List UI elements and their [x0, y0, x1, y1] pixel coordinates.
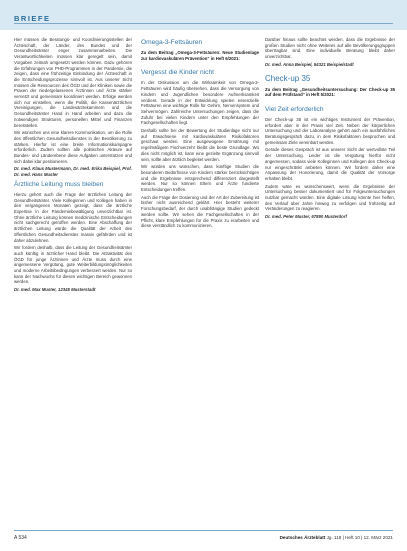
topic-heading: Check-up 35 — [265, 73, 311, 83]
body-paragraph: Wir fordern deshalb, dass die Leitung der Gesundheitsämter auch künftig in ärztlicher Hand bleibt. Die Attraktivität des ÖGD für junge Ärztinnen und Ärzte muss durch eine angemessene Vergütung, gute Weiterbildungsmöglichkeiten und moderne Arbeitsbedingungen verbessert werden. Nur so kann der Nachwuchs für diesen wichtigen Bereich gewonnen werden. — [14, 245, 132, 285]
body-paragraph: Wir wünschen uns eine klarere Kommunikation, um die Rolle des öffentlichen Gesundheitsdienstes in der Bevölkerung zu stärken. Hierfür ist eine breite Informationskampagne erforderlich. Zudem sollten alle politischen Akteure auf Bundes- und Länderebene diese Aufgaben unterstützen und sich dabei klar positionieren. — [14, 130, 132, 164]
topic-reference: Zu dem Beitrag „Omega-3-Fettsäuren: Neue Studienlage zur kardiovaskulären Prävention“ in Heft 6/2021: — [141, 50, 259, 61]
body-paragraph: Wir würden uns wünschen, dass künftige Studien die besonderen Bedürfnisse von Kindern stärker berücksichtigen und die Ergebnisse entsprechend differenziert dargestellt werden. Nur so können Eltern und Ärzte fundierte Entscheidungen treffen. — [141, 164, 259, 193]
footer-divider — [14, 530, 393, 531]
page-number: A 534 — [14, 535, 27, 541]
column-1 — [14, 37, 132, 296]
letter-signature: Dr. med. Anna Beispiel, 54321 Beispielstadt — [265, 61, 354, 67]
body-paragraph: Deshalb sollte bei der Bewertung der Studienlage nicht nur auf Erwachsene mit kardiovaskulären Risikofaktoren geschaut werden. Eine ausgewogene Ernährung mit regelmäßigem Fischverzehr bleibt die beste Grundlage. Wo dies nicht möglich ist, kann eine gezielte Ergänzung sinnvoll sein, sollte aber ärztlich begleitet werden. — [141, 128, 259, 162]
body-paragraph: Gerade dieses Gespräch ist aus unserer Sicht der wertvollste Teil der Untersuchung. Leider ist die Vergütung hierfür nicht angemessen, sodass viele Kolleginnen und Kollegen den Check-up nur eingeschränkt anbieten können. Wir fordern daher eine Anpassung der Honorierung, damit die Qualität der Vorsorge erhalten bleibt. — [265, 147, 395, 181]
letter-heading: Viel Zeit erforderlich — [265, 105, 324, 113]
body-paragraph: Hier müssen die Beratungs- und Koordinierungsstellen der Ärzteschaft, der Länder, des Bundes und der Gesundheitsämter enger zusammenarbeiten. Die Verantwortlichkeiten müssen klar geregelt sein, damit Vorgaben zeitnah umgesetzt werden können. Dazu gehören die Erfahrungen von PHD-Programmen in der Pandemie, die zeigen, dass eine frühzeitige Einbindung der Ärzteschaft in die Entscheidungsprozesse sinnvoll ist. Aus unserer Sicht müssen die Ressourcen des ÖGD und der Kliniken sowie die Praxen der niedergelassenen Ärztinnen und Ärzte stärker vernetzt und gemeinsam koordiniert werden. Erfolge werden sich nur einstellen, wenn die Politik, die Kassenärztlichen Vereinigungen, die Landesärztekammern und die Gesundheitsämter Hand in Hand arbeiten und dazu die notwendigen Strukturen, personellen Mittel und Finanzen bereitstellen. — [14, 37, 132, 128]
column-3 — [265, 37, 395, 223]
body-paragraph: Hierzu gehört auch die Frage der ärztlichen Leitung der Gesundheitsämter. Viele Kolleginnen und Kollegen haben in den vergangenen Monaten gezeigt, dass die ärztliche Expertise in der Pandemiebewältigung unverzichtbar ist. Ohne ärztliche Leitung können medizinische Entscheidungen nicht sachgerecht getroffen werden. Eine Abschaffung der ärztlichen Leitung würde die Qualität der Arbeit des öffentlichen Gesundheitsdienstes massiv gefährden und ist daher abzulehnen. — [14, 191, 132, 243]
letter-heading: Ärztliche Leitung muss bleiben — [14, 180, 104, 188]
letter-heading: Vergesst die Kinder nicht — [141, 69, 214, 77]
letter-signature: Dr. med. Peter Muster, 67890 Musterdorf — [265, 214, 347, 220]
section-label: BRIEFE — [14, 14, 51, 23]
body-paragraph: Zudem wäre es wünschenswert, wenn die Ergebnisse der Untersuchung besser dokumentiert und für Folgeuntersuchungen nutzbar gemacht würden. Eine digitale Lösung könnte hier helfen, den Verlauf über Jahre hinweg zu verfolgen und frühzeitig auf Veränderungen zu reagieren. — [265, 183, 395, 212]
topic-heading: Omega-3-Fettsäuren — [141, 39, 203, 46]
column-2 — [141, 37, 259, 231]
journal-citation — [280, 535, 393, 540]
body-paragraph: Der Check-up 35 ist ein wichtiges Instrument der Prävention, erfordert aber in der Praxis viel Zeit. Neben der körperlichen Untersuchung und der Laboranalyse gehört auch ein ausführliches Beratungsgespräch dazu, in dem Risikofaktoren besprochen und gemeinsam Ziele vereinbart werden. — [265, 116, 395, 145]
journal-name: Deutsches Ärzteblatt — [279, 535, 326, 540]
header-divider — [14, 23, 393, 24]
body-paragraph: In der Diskussion um die Wirksamkeit von Omega-3-Fettsäuren wird häufig übersehen, dass die Versorgung von Kindern und Jugendlichen besondere Aufmerksamkeit verdient. Gerade in der Entwicklung spielen essenzielle Fettsäuren eine wichtige Rolle für Gehirn, Nervensystem und Sehvermögen. Zahlreiche Untersuchungen zeigen, dass die Zufuhr bei vielen Kindern unter den Empfehlungen der Fachgesellschaften liegt. — [141, 80, 259, 126]
letter-signature: Dr. med. Max Muster, 12345 Musterstadt — [14, 287, 96, 293]
letter-signature: Dr. med. Klaus Mustermann, Dr. med. Erika Beispiel, Prof. Dr. med. Hans Muster — [14, 166, 132, 178]
body-paragraph: Auch die Frage der Dosierung und der Art der Zubereitung ist bisher nicht ausreichend geklärt. Hier besteht weiterer Forschungsbedarf, der durch unabhängige Studien gedeckt werden sollte. Wir sehen die Fachgesellschaften in der Pflicht, klare Empfehlungen für die Praxis zu erarbeiten und diese verständlich zu kommunizieren. — [141, 194, 259, 229]
header-band — [0, 0, 407, 30]
body-paragraph: Darüber hinaus sollte beachtet werden, dass die Ergebnisse der großen Studien nicht ohne Weiteres auf alle Bevölkerungsgruppen übertragbar sind. Eine individuelle Beratung bleibt daher unverzichtbar. — [265, 37, 395, 60]
topic-reference: Zu dem Beitrag „Gesundheitsuntersuchung: Der Check-up 35 auf dem Prüfstand“ in Heft 5/2021: — [265, 86, 395, 98]
journal-issue: Jg. 118 | Heft 10 | 12. März 2021 — [326, 535, 393, 540]
